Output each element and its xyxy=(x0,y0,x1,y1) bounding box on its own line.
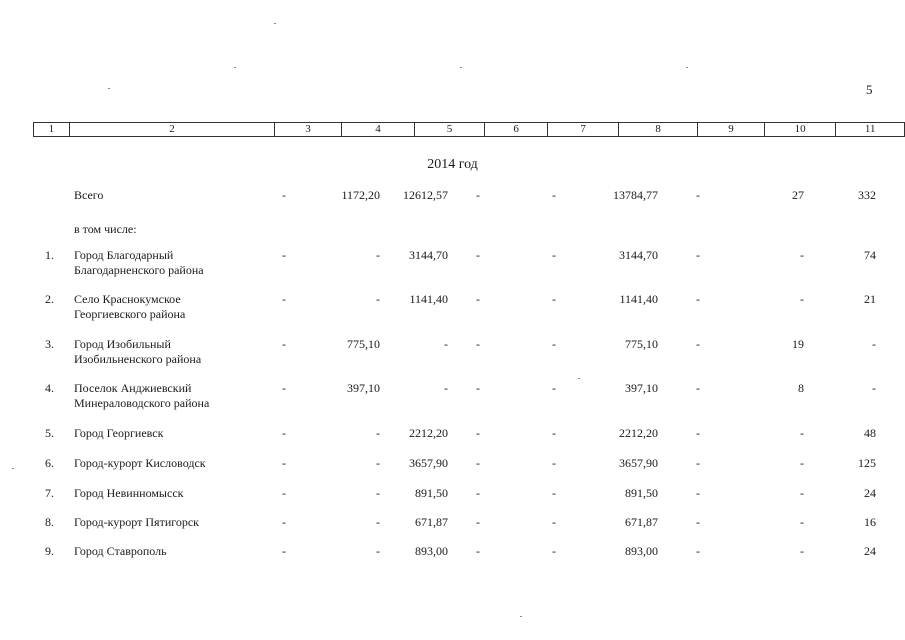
row-number: 6. xyxy=(45,456,54,470)
cell-col-4: - xyxy=(376,544,380,558)
subheader: в том числе: xyxy=(74,222,137,236)
row-name-line: Изобильненского района xyxy=(74,352,202,366)
cell-col-3: - xyxy=(282,381,286,395)
cell-col-6: - xyxy=(476,456,480,470)
cell-col-4: - xyxy=(376,515,380,529)
cell-col-10: - xyxy=(800,292,804,306)
row-number: 4. xyxy=(45,381,54,395)
row-name xyxy=(74,337,274,367)
cell-col-11: 48 xyxy=(864,426,876,440)
cell-col-9: - xyxy=(696,337,700,351)
cell-col-4: 1172,20 xyxy=(341,188,380,202)
cell-col-7: - xyxy=(552,456,556,470)
cell-col-9: - xyxy=(696,544,700,558)
scan-speck xyxy=(686,67,688,68)
cell-col-11: 21 xyxy=(864,292,876,306)
cell-col-9: - xyxy=(696,515,700,529)
row-number: 2. xyxy=(45,292,54,306)
cell-col-6: - xyxy=(476,426,480,440)
row-name xyxy=(74,381,274,411)
cell-col-4: - xyxy=(376,248,380,262)
cell-col-3: - xyxy=(282,544,286,558)
cell-col-5: 3144,70 xyxy=(409,248,448,262)
cell-col-3: - xyxy=(282,456,286,470)
row-name: Город Невинномысск xyxy=(74,486,184,500)
cell-col-5: 671,87 xyxy=(415,515,448,529)
scan-speck xyxy=(108,88,110,89)
cell-col-8: 397,10 xyxy=(625,381,658,395)
cell-col-7: - xyxy=(552,248,556,262)
table-row xyxy=(0,486,905,518)
header-cell: 10 xyxy=(764,123,836,137)
row-name-line: Поселок Анджиевский xyxy=(74,381,192,395)
row-name: Город Ставрополь xyxy=(74,544,167,558)
row-number: 3. xyxy=(45,337,54,351)
cell-col-9: - xyxy=(696,188,700,202)
row-number: 1. xyxy=(45,248,54,262)
cell-col-6: - xyxy=(476,515,480,529)
cell-col-8: 2212,20 xyxy=(619,426,658,440)
header-cell: 6 xyxy=(484,123,548,137)
cell-col-9: - xyxy=(696,381,700,395)
cell-col-7: - xyxy=(552,426,556,440)
cell-col-6: - xyxy=(476,337,480,351)
row-name-line: Город Благодарный xyxy=(74,248,174,262)
row-number: 5. xyxy=(45,426,54,440)
cell-col-4: 775,10 xyxy=(347,337,380,351)
scan-speck xyxy=(12,468,14,469)
cell-col-5: - xyxy=(444,337,448,351)
cell-col-5: 891,50 xyxy=(415,486,448,500)
cell-col-5: 1141,40 xyxy=(409,292,448,306)
cell-col-7: - xyxy=(552,381,556,395)
column-number-header xyxy=(33,122,905,137)
header-cell: 1 xyxy=(34,123,70,137)
cell-col-10: 27 xyxy=(792,188,804,202)
table-row xyxy=(0,381,905,413)
cell-col-11: 74 xyxy=(864,248,876,262)
cell-col-8: 1141,40 xyxy=(619,292,658,306)
cell-col-9: - xyxy=(696,486,700,500)
header-cell: 2 xyxy=(69,123,274,137)
page-number: 5 xyxy=(866,82,873,97)
row-name-line: Село Краснокумское xyxy=(74,292,181,306)
row-name xyxy=(74,292,274,322)
cell-col-11: 332 xyxy=(858,188,876,202)
cell-col-9: - xyxy=(696,426,700,440)
scan-speck xyxy=(274,23,276,24)
cell-col-3: - xyxy=(282,248,286,262)
table-row xyxy=(0,426,905,458)
cell-col-7: - xyxy=(552,188,556,202)
row-name-line: Город Изобильный xyxy=(74,337,171,351)
cell-col-11: 24 xyxy=(864,486,876,500)
cell-col-11: - xyxy=(872,381,876,395)
cell-col-11: - xyxy=(872,337,876,351)
cell-col-5: 12612,57 xyxy=(403,188,448,202)
cell-col-8: 775,10 xyxy=(625,337,658,351)
cell-col-5: - xyxy=(444,381,448,395)
scan-speck xyxy=(578,378,580,379)
cell-col-3: - xyxy=(282,486,286,500)
cell-col-3: - xyxy=(282,292,286,306)
cell-col-11: 16 xyxy=(864,515,876,529)
header-row xyxy=(34,123,905,137)
scan-speck xyxy=(520,616,522,617)
row-number: 8. xyxy=(45,515,54,529)
cell-col-3: - xyxy=(282,515,286,529)
row-name: Город Георгиевск xyxy=(74,426,164,440)
cell-col-3: - xyxy=(282,426,286,440)
cell-col-6: - xyxy=(476,486,480,500)
cell-col-6: - xyxy=(476,544,480,558)
row-name-line: Георгиевского района xyxy=(74,307,186,321)
header-cell: 3 xyxy=(275,123,342,137)
header-cell: 9 xyxy=(698,123,765,137)
cell-col-8: 891,50 xyxy=(625,486,658,500)
cell-col-7: - xyxy=(552,486,556,500)
cell-col-7: - xyxy=(552,292,556,306)
cell-col-4: - xyxy=(376,456,380,470)
row-number: 7. xyxy=(45,486,54,500)
header-cell: 5 xyxy=(415,123,485,137)
cell-col-10: 19 xyxy=(792,337,804,351)
row-name: Всего xyxy=(74,188,104,202)
cell-col-10: - xyxy=(800,515,804,529)
header-cell: 4 xyxy=(341,123,414,137)
scan-speck xyxy=(234,67,236,68)
cell-col-10: - xyxy=(800,544,804,558)
cell-col-11: 24 xyxy=(864,544,876,558)
cell-col-6: - xyxy=(476,188,480,202)
cell-col-4: - xyxy=(376,292,380,306)
total-row xyxy=(0,188,905,220)
table-row xyxy=(0,456,905,488)
year-title: 2014 год xyxy=(427,157,478,172)
row-name: Город-курорт Пятигорск xyxy=(74,515,200,529)
cell-col-3: - xyxy=(282,188,286,202)
cell-col-6: - xyxy=(476,292,480,306)
cell-col-7: - xyxy=(552,337,556,351)
cell-col-4: - xyxy=(376,486,380,500)
cell-col-8: 893,00 xyxy=(625,544,658,558)
cell-col-6: - xyxy=(476,381,480,395)
cell-col-9: - xyxy=(696,248,700,262)
cell-col-8: 3657,90 xyxy=(619,456,658,470)
row-name-line: Минераловодского района xyxy=(74,396,210,410)
cell-col-7: - xyxy=(552,544,556,558)
cell-col-10: - xyxy=(800,426,804,440)
cell-col-9: - xyxy=(696,456,700,470)
cell-col-10: 8 xyxy=(798,381,804,395)
header-cell: 8 xyxy=(618,123,697,137)
row-number: 9. xyxy=(45,544,54,558)
table-row xyxy=(0,337,905,369)
row-name-line: Благодарненского района xyxy=(74,263,204,277)
cell-col-5: 3657,90 xyxy=(409,456,448,470)
cell-col-4: 397,10 xyxy=(347,381,380,395)
cell-col-6: - xyxy=(476,248,480,262)
scan-speck xyxy=(460,67,462,68)
cell-col-4: - xyxy=(376,426,380,440)
cell-col-8: 671,87 xyxy=(625,515,658,529)
cell-col-8: 3144,70 xyxy=(619,248,658,262)
table-row xyxy=(0,248,905,280)
cell-col-3: - xyxy=(282,337,286,351)
cell-col-9: - xyxy=(696,292,700,306)
cell-col-8: 13784,77 xyxy=(613,188,658,202)
cell-col-7: - xyxy=(552,515,556,529)
cell-col-10: - xyxy=(800,248,804,262)
row-name xyxy=(74,248,274,278)
cell-col-10: - xyxy=(800,486,804,500)
header-cell: 7 xyxy=(548,123,619,137)
cell-col-10: - xyxy=(800,456,804,470)
table-row xyxy=(0,292,905,324)
header-cell: 11 xyxy=(836,123,905,137)
cell-col-11: 125 xyxy=(858,456,876,470)
cell-col-5: 893,00 xyxy=(415,544,448,558)
table-row xyxy=(0,515,905,547)
row-name: Город-курорт Кисловодск xyxy=(74,456,206,470)
cell-col-5: 2212,20 xyxy=(409,426,448,440)
table-row xyxy=(0,544,905,576)
